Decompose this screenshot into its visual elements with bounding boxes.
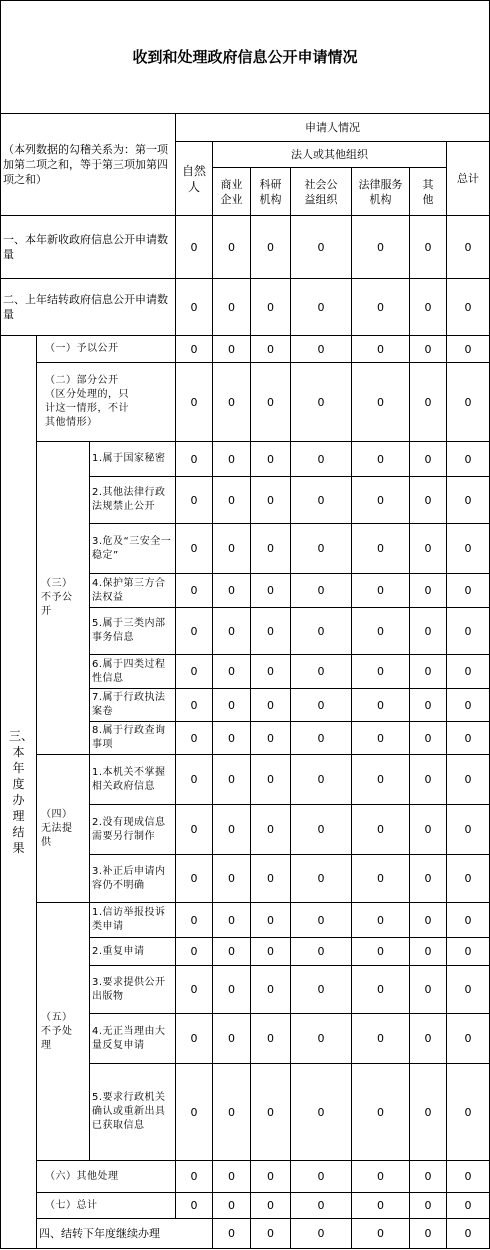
- value-cell: 0: [410, 442, 447, 477]
- value-cell: 0: [291, 574, 352, 608]
- value-cell: 0: [447, 1219, 490, 1249]
- col-research: 科研机构: [251, 168, 291, 216]
- value-cell: 0: [410, 574, 447, 608]
- value-cell: 0: [176, 1193, 213, 1219]
- value-cell: 0: [410, 477, 447, 524]
- row-label: 2.没有现成信息需要另行制作: [90, 805, 176, 855]
- value-cell: 0: [251, 279, 291, 336]
- value-cell: 0: [291, 1219, 352, 1249]
- row-label: 5.属于三类内部事务信息: [90, 608, 176, 655]
- value-cell: 0: [352, 216, 410, 279]
- value-cell: 0: [410, 279, 447, 336]
- value-cell: 0: [251, 608, 291, 655]
- value-cell: 0: [291, 1193, 352, 1219]
- value-cell: 0: [251, 524, 291, 574]
- value-cell: 0: [213, 689, 251, 722]
- value-cell: 0: [291, 363, 352, 442]
- value-cell: 0: [176, 855, 213, 903]
- value-cell: 0: [410, 1064, 447, 1161]
- value-cell: 0: [213, 524, 251, 574]
- value-cell: 0: [291, 903, 352, 938]
- value-cell: 0: [251, 336, 291, 363]
- table-title: 收到和处理政府信息公开申请情况: [1, 1, 490, 114]
- total-value-cell: 0: [447, 722, 490, 755]
- value-cell: 0: [251, 966, 291, 1014]
- total-value-cell: 0: [447, 1193, 490, 1219]
- value-cell: 0: [251, 574, 291, 608]
- total-value-cell: 0: [447, 442, 490, 477]
- value-cell: 0: [213, 755, 251, 805]
- value-cell: 0: [251, 1219, 291, 1249]
- row-label: 2.重复申请: [90, 938, 176, 966]
- col-legal-service: 法律服务机构: [352, 168, 410, 216]
- value-cell: 0: [213, 216, 251, 279]
- total-value-cell: 0: [447, 574, 490, 608]
- row-label: 1.属于国家秘密: [90, 442, 176, 477]
- value-cell: 0: [176, 966, 213, 1014]
- value-cell: 0: [291, 442, 352, 477]
- group-label: （三）不予公开: [37, 442, 90, 755]
- row-label: 4.无正当理由大量反复申请: [90, 1014, 176, 1064]
- row-label: （六）其他处理: [37, 1161, 176, 1193]
- table-row: [1, 1219, 490, 1249]
- row-label: 二、上年结转政府信息公开申请数量: [1, 279, 176, 336]
- total-value-cell: 0: [447, 689, 490, 722]
- value-cell: 0: [291, 279, 352, 336]
- total-header: 总计: [447, 142, 490, 216]
- row-label: （二）部分公开（区分处理的，只计这一情形，不计其他情形）: [37, 363, 176, 442]
- value-cell: 0: [251, 855, 291, 903]
- value-cell: 0: [176, 1064, 213, 1161]
- value-cell: 0: [176, 608, 213, 655]
- total-value-cell: 0: [447, 524, 490, 574]
- value-cell: 0: [213, 608, 251, 655]
- value-cell: 0: [213, 855, 251, 903]
- value-cell: 0: [176, 755, 213, 805]
- value-cell: 0: [352, 1193, 410, 1219]
- row-label: 4.保护第三方合法权益: [90, 574, 176, 608]
- value-cell: 0: [352, 1161, 410, 1193]
- table-row: [1, 1161, 490, 1193]
- value-cell: 0: [251, 363, 291, 442]
- value-cell: 0: [213, 1193, 251, 1219]
- row-label: 7.属于行政执法案卷: [90, 689, 176, 722]
- value-cell: 0: [352, 1064, 410, 1161]
- table-row: [1, 279, 490, 336]
- col-public-welfare: 社会公益组织: [291, 168, 352, 216]
- total-value-cell: 0: [447, 938, 490, 966]
- value-cell: 0: [291, 805, 352, 855]
- value-cell: 0: [176, 574, 213, 608]
- table-row: [1, 755, 490, 805]
- value-cell: 0: [291, 689, 352, 722]
- section-three-label: 三、本年度办理结果: [1, 336, 37, 1249]
- value-cell: 0: [251, 805, 291, 855]
- value-cell: 0: [410, 608, 447, 655]
- value-cell: 0: [291, 1014, 352, 1064]
- value-cell: 0: [176, 655, 213, 689]
- value-cell: 0: [410, 805, 447, 855]
- table-row: [1, 363, 490, 442]
- value-cell: 0: [213, 722, 251, 755]
- value-cell: 0: [213, 1014, 251, 1064]
- total-value-cell: 0: [447, 1161, 490, 1193]
- value-cell: 0: [352, 855, 410, 903]
- total-value-cell: 0: [447, 1064, 490, 1161]
- total-value-cell: 0: [447, 477, 490, 524]
- value-cell: 0: [291, 524, 352, 574]
- value-cell: 0: [410, 655, 447, 689]
- value-cell: 0: [213, 938, 251, 966]
- value-cell: 0: [251, 1064, 291, 1161]
- table-row: [1, 442, 490, 477]
- value-cell: 0: [352, 1014, 410, 1064]
- row-label: 1.信访举报投诉类申请: [90, 903, 176, 938]
- value-cell: 0: [291, 477, 352, 524]
- group-label: （四）无法提供: [37, 755, 90, 903]
- total-value-cell: 0: [447, 279, 490, 336]
- checksum-note: （本列数据的勾稽关系为：第一项加第二项之和，等于第三项加第四项之和）: [1, 114, 176, 216]
- value-cell: 0: [410, 216, 447, 279]
- value-cell: 0: [410, 966, 447, 1014]
- value-cell: 0: [176, 524, 213, 574]
- col-other: 其他: [410, 168, 447, 216]
- value-cell: 0: [176, 279, 213, 336]
- value-cell: 0: [251, 938, 291, 966]
- value-cell: 0: [213, 477, 251, 524]
- value-cell: 0: [352, 1219, 410, 1249]
- value-cell: 0: [410, 363, 447, 442]
- value-cell: 0: [176, 938, 213, 966]
- row-label: 2.其他法律行政法规禁止公开: [90, 477, 176, 524]
- row-label: 3.危及“三安全一稳定”: [90, 524, 176, 574]
- value-cell: 0: [410, 689, 447, 722]
- value-cell: 0: [352, 903, 410, 938]
- row-label: 1.本机关不掌握相关政府信息: [90, 755, 176, 805]
- value-cell: 0: [352, 442, 410, 477]
- value-cell: 0: [352, 363, 410, 442]
- value-cell: 0: [291, 1064, 352, 1161]
- total-value-cell: 0: [447, 1014, 490, 1064]
- value-cell: 0: [410, 755, 447, 805]
- group-label: （五）不予处理: [37, 903, 90, 1161]
- value-cell: 0: [291, 1161, 352, 1193]
- value-cell: 0: [410, 938, 447, 966]
- value-cell: 0: [176, 442, 213, 477]
- value-cell: 0: [410, 855, 447, 903]
- value-cell: 0: [291, 722, 352, 755]
- value-cell: 0: [352, 608, 410, 655]
- row-label: 3.要求提供公开出版物: [90, 966, 176, 1014]
- value-cell: 0: [213, 1161, 251, 1193]
- applicant-header: 申请人情况: [176, 114, 490, 142]
- row-label: 8.属于行政查询事项: [90, 722, 176, 755]
- value-cell: 0: [410, 722, 447, 755]
- table-row: [1, 903, 490, 938]
- value-cell: 0: [352, 655, 410, 689]
- row-label: 5.要求行政机关确认或重新出具已获取信息: [90, 1064, 176, 1161]
- value-cell: 0: [176, 805, 213, 855]
- value-cell: 0: [291, 855, 352, 903]
- value-cell: 0: [213, 363, 251, 442]
- value-cell: 0: [291, 966, 352, 1014]
- value-cell: 0: [213, 805, 251, 855]
- value-cell: 0: [291, 216, 352, 279]
- value-cell: 0: [213, 1219, 251, 1249]
- table-row: [1, 216, 490, 279]
- value-cell: 0: [213, 903, 251, 938]
- value-cell: 0: [213, 1064, 251, 1161]
- value-cell: 0: [410, 336, 447, 363]
- value-cell: 0: [352, 938, 410, 966]
- value-cell: 0: [352, 722, 410, 755]
- value-cell: 0: [213, 574, 251, 608]
- value-cell: 0: [291, 336, 352, 363]
- value-cell: 0: [410, 524, 447, 574]
- value-cell: 0: [291, 755, 352, 805]
- value-cell: 0: [176, 363, 213, 442]
- value-cell: 0: [176, 477, 213, 524]
- value-cell: 0: [251, 722, 291, 755]
- total-value-cell: 0: [447, 655, 490, 689]
- table-row: [1, 336, 490, 363]
- value-cell: 0: [251, 442, 291, 477]
- row-label: 四、结转下年度继续办理: [37, 1219, 213, 1249]
- total-value-cell: 0: [447, 966, 490, 1014]
- value-cell: 0: [176, 216, 213, 279]
- table-row: [1, 1193, 490, 1219]
- natural-person-header: 自然人: [176, 142, 213, 216]
- total-value-cell: 0: [447, 363, 490, 442]
- value-cell: 0: [176, 689, 213, 722]
- row-label: （一）予以公开: [37, 336, 176, 363]
- value-cell: 0: [352, 755, 410, 805]
- value-cell: 0: [251, 903, 291, 938]
- value-cell: 0: [213, 336, 251, 363]
- value-cell: 0: [410, 1161, 447, 1193]
- value-cell: 0: [352, 689, 410, 722]
- value-cell: 0: [291, 608, 352, 655]
- value-cell: 0: [213, 279, 251, 336]
- value-cell: 0: [352, 574, 410, 608]
- value-cell: 0: [251, 1193, 291, 1219]
- total-value-cell: 0: [447, 903, 490, 938]
- total-value-cell: 0: [447, 608, 490, 655]
- value-cell: 0: [213, 966, 251, 1014]
- value-cell: 0: [176, 336, 213, 363]
- value-cell: 0: [410, 1193, 447, 1219]
- value-cell: 0: [251, 216, 291, 279]
- value-cell: 0: [410, 1014, 447, 1064]
- value-cell: 0: [352, 805, 410, 855]
- value-cell: 0: [251, 655, 291, 689]
- value-cell: 0: [352, 279, 410, 336]
- row-label: 一、本年新收政府信息公开申请数量: [1, 216, 176, 279]
- total-value-cell: 0: [447, 855, 490, 903]
- value-cell: 0: [352, 477, 410, 524]
- value-cell: 0: [213, 655, 251, 689]
- row-label: 6.属于四类过程性信息: [90, 655, 176, 689]
- col-business: 商业企业: [213, 168, 251, 216]
- total-value-cell: 0: [447, 755, 490, 805]
- total-value-cell: 0: [447, 336, 490, 363]
- value-cell: 0: [251, 689, 291, 722]
- value-cell: 0: [251, 755, 291, 805]
- value-cell: 0: [251, 477, 291, 524]
- value-cell: 0: [352, 336, 410, 363]
- row-label: 3.补正后申请内容仍不明确: [90, 855, 176, 903]
- value-cell: 0: [251, 1014, 291, 1064]
- value-cell: 0: [291, 938, 352, 966]
- value-cell: 0: [176, 903, 213, 938]
- row-label: （七）总计: [37, 1193, 176, 1219]
- value-cell: 0: [176, 722, 213, 755]
- value-cell: 0: [352, 524, 410, 574]
- value-cell: 0: [410, 1219, 447, 1249]
- value-cell: 0: [251, 1161, 291, 1193]
- total-value-cell: 0: [447, 216, 490, 279]
- value-cell: 0: [176, 1014, 213, 1064]
- value-cell: 0: [291, 655, 352, 689]
- legal-entity-header: 法人或其他组织: [213, 142, 447, 168]
- value-cell: 0: [410, 903, 447, 938]
- value-cell: 0: [352, 966, 410, 1014]
- value-cell: 0: [213, 442, 251, 477]
- value-cell: 0: [176, 1161, 213, 1193]
- total-value-cell: 0: [447, 805, 490, 855]
